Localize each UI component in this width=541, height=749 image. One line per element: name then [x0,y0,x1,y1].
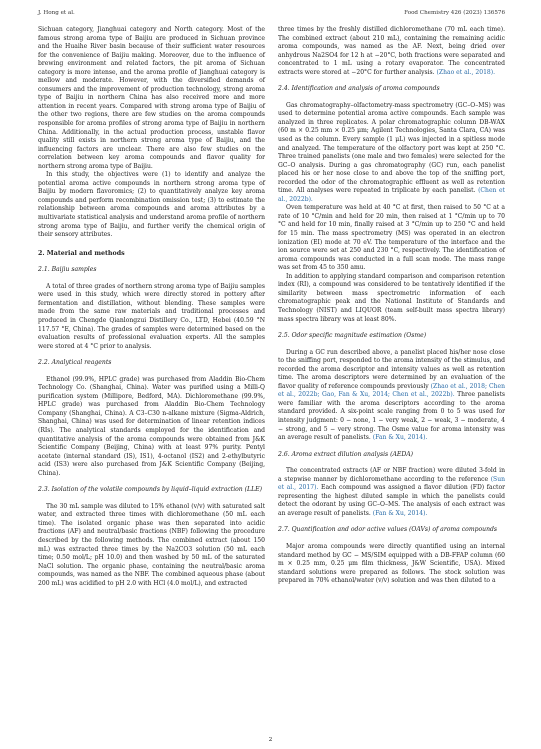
paragraph-2-3: The 30 mL sample was diluted to 15% ethanol (v/v) with saturated salt water, and extracted three times with dichloromethane (50 mL each time). The isolated organic phase was then separated into acidic fractions (AF) and neutral/basic fractions (NBF) following the procedure described by the following methods. The combined extract (about 150 mL) was extracted three times by the Na2CO3 solution (50 mL each time; 0.50 mol/L; pH 10.0) and then washed by 50 mL of the saturated NaCl solution. The organic phase, containing the neutral/basic aroma compounds, was named as the NBF. The combined aqueous phase (about 200 mL) was acidified to pH 2.0 with HCl (4.0 mol/L), and extracted [38,502,265,587]
paragraph-text: three times by the freshly distilled dichloromethane (70 mL each time). The combined extract (about 210 mL), containing the remaining acidic aroma compounds, was named as the AF. Next, being dried over anhydrous Na2SO4 for 12 h at −20°C, both fractions were separated and concentrated to 1 mL using a rotary evaporator. The concentrated extracts were stored at −20°C for further analysis. [278,26,505,76]
subsection-heading-2-2: 2.2. Analytical reagents [38,359,112,367]
citation-link[interactable]: (Zhao et al., 2018; Chen et al., 2022b; Gao, Fan & Xu, 2014; Chen et al., 2022b). [278,382,505,399]
citation-link[interactable]: (Sun et al., 2017). [278,475,505,492]
paragraph-2-4a [278,102,505,205]
citation-link[interactable]: (Zhao et al., 2018). [436,68,496,76]
running-header-authors: J. Hong et al. [38,10,75,16]
page-number: 2 [268,737,273,743]
subsection-heading-2-3: 2.3. Isolation of the volatile compounds by liquid–liquid extraction (LLE) [38,486,262,494]
paragraph-2-1: A total of three grades of northern strong aroma type of Baijiu samples were used in this study, which were directly stored in pottery after fermentation and distillation, without blending. These samples were made from the same raw materials and traditional processes and produced in Chengde Qianlongzui Distillery Co., LTD, Hebei (40.59 °N 117.57 °E, China). The grades of samples were determined based on the evaluation results of professional evaluation experts. All the samples were stored at 4 °C prior to analysis. [38,282,265,350]
right-column [278,26,505,586]
subsection-heading-2-5: 2.5. Odor specific magnitude estimation (Osme) [278,332,427,340]
paragraph-2-4b: Oven temperature was held at 40 °C at first, then raised to 50 °C at a rate of 10 °C/min and held for 20 min, then raised at 1 °C/min up to 70 °C and held for 10 min, finally raised at 3 °C/min up to 250 °C and held for 15 min. The mass spectrometry (MS) was operated in an electron ionization (EI) mode at 70 eV. The temperature of the interface and the ion source were set at 250 and 230 °C, respectively. The identification of aroma compounds was conducted in a full scan mode. The mass range was set from 45 to 350 amu. [278,204,505,272]
paragraph-2-3-continued [278,26,505,77]
subsection-heading-2-7: 2.7. Quantification and odor active values (OAVs) of aroma compounds [278,526,498,534]
paragraph-text: Each compound was assigned a flavor dilution (FD) factor representing the highest diluted sample in which the panelists could detect the odorant by using GC–O–MS. The analysis of each extract was an average result of panelists. [278,484,505,517]
paragraph-text: The concentrated extracts (AF or NBF fraction) were diluted 3-fold in a stepwise manner by dichloromethane according to the reference [278,467,505,483]
citation-link[interactable]: (Fan & Xu, 2014). [372,434,428,442]
paragraph-2-2: Ethanol (99.9%, HPLC grade) was purchased from Aladdin Bio-Chem Technology Co. (Shanghai, China). Water was purified using a Milli-Q purification system (Millipore, Bedford, MA). Dichloromethane (99.9%, HPLC grade) was purchased from Aladdin Bio-Chem Technology Company (Shanghai, China). A C3–C30 n-alkane mixture (Sigma-Aldrich, Shanghai, China) was used for determination of linear retention indices (RIs). The analytical standards employed for the identification and quantitative analysis of the aroma compounds were obtained from J&K Scientific Company (Beijing, China) with at least 97% purity. Pentyl acetate (internal standard (IS), IS1), 4-octanol (IS2) and 2-ethylbutyric acid (IS3) were also purchased from J&K Scientific Company (Beijing, China). [38,375,265,477]
paragraph-text: Gas chromatography–olfactometry-mass spectrometry (GC–O–MS) was used to determine potential aroma active compounds. Each sample was analyzed in three replicates. A polar chromatographic column DB-WAX (60 m × 0.25 mm × 0.25 μm; Agilent Technologies, Santa Clara, CA) was used as the column. Every sample (1 μL) was injected in a spitless mode and analyzed. The temperature of the olfactory port was kept at 250 °C. Three trained panelists (one male and two females) were selected for the GC–O analysis. During a gas chromatography (GC) run, each panelist placed his or her nose close to and above the top of the sniffing port, recorded the odor of the chromatographic effluent as well as retention time. All analyses were repeated in triplicate by each panelist. [278,101,505,195]
paragraph-2-4c: In addition to applying standard comparison and comparison retention index (RI), a compound was considered to be tentatively identified if the similarity between mass spectrometric information of each chromatographic peak and the National Institute of Standards and Technology (NIST) and LIQUOR (team self-built mass spectra library) mass spectra library was at least 80%. [278,272,505,323]
paragraph-2-6 [278,467,505,518]
paragraph-2-5 [278,349,505,443]
subsection-heading-2-4: 2.4. Identification and analysis of aroma compounds [278,85,440,93]
intro-paragraph-2: In this study, the objectives were (1) to identify and analyze the potential aroma active compounds in northern strong aroma type of Baijiu by modern flavoromics; (2) to quantitatively analyze key aroma compounds and perform recombination omission test; (3) to estimate the relationship between aroma compounds and aroma attributes by a multivariate statistical analysis and understand aroma profile of northern strong aroma type of Baijiu, and further verify the chemical origin of their sensory attributes. [38,171,265,239]
left-column [38,26,265,588]
section-heading-methods: 2. Material and methods [38,249,125,257]
paragraph-2-7: Major aroma compounds were directly quantified using an internal standard method by GC − MS/SIM equipped with a DB-FFAP column (60 m × 0.25 mm, 0.25 μm film thickness, J&W Scientific, USA). Mixed standard solutions were prepared as follows. The stock solution was prepared in 70% ethanol/water (v/v) solution and was then diluted to a [278,542,505,585]
intro-paragraph-1: Sichuan category, Jianghuai category and North category. Most of the famous strong aroma type of Baijiu are produced in Sichuan province and the Huaihe River basin because of their sufficient water resources for the convenience of Baijiu making. Moreover, due to the influence of brewing environment and related factors, the pit aroma of Sichuan category is more intense, and the aroma profile of Jianghuai category is mellow and moderate. However, with the diversified demands of consumers and the improvement of production technology, strong aroma type of Baijiu in northern China has also received more and more attention in recent years. Compared with strong aroma type of Baijiu of the other two regions, there are few studies on the aroma compounds responsible for aroma profiles of strong aroma type of Baijiu in northern China. Additionally, in the actual production process, unstable flavor quality still exists in northern strong aroma type of Baijiu, and the influencing factors are unclear. There are also few studies on the correlation between key aroma compounds and flavor quality for northern strong aroma type of Baijiu. [38,26,265,170]
paragraph-text: During a GC run described above, a panelist placed his/her nose close to the sniffing port, responded to the aroma intensity of the stimulus, and recorded the aroma descriptor and intensity values as well as retention time. The aroma descriptors were determined by an evaluation of the flavor quality of reference compounds previously [278,348,505,390]
citation-link[interactable]: (Fan & Xu, 2014). [372,509,428,517]
paragraph-text: Three panelists were familiar with the aroma descriptors according to the aroma standard provided. A six-point scale ranging from 0 to 5 was used for intensity judgment: 0 − none, 1 − very weak, 2 − weak, 3 − moderate, 4 − strong, and 5 − very strong. The Osme value for aroma intensity was an average result of panelists. [278,391,505,442]
subsection-heading-2-1: 2.1. Baijiu samples [38,266,97,274]
citation-link[interactable]: (Chen et al., 2022b). [278,187,505,203]
subsection-heading-2-6: 2.6. Aroma extract dilution analysis (AEDA) [278,450,413,458]
running-header-journal: Food Chemistry 426 (2023) 136576 [404,10,505,16]
